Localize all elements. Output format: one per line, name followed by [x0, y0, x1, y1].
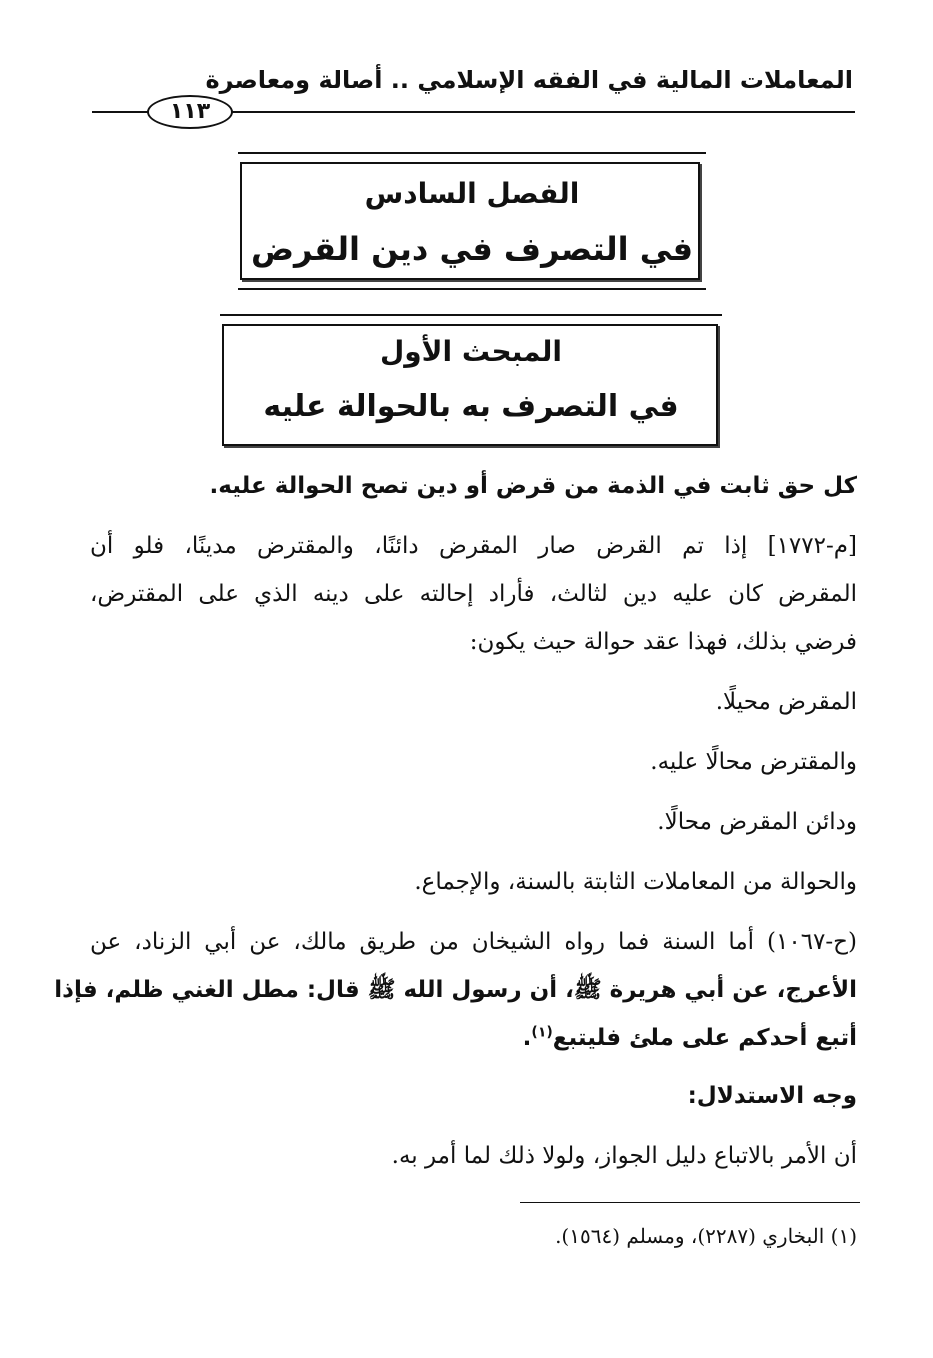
paragraph-line: والحوالة من المعاملات الثابتة بالسنة، والإجماع. — [414, 869, 857, 895]
page-number: ١١٣ — [147, 95, 233, 129]
section-heading-box — [220, 314, 722, 446]
paragraph-line: المقرض كان عليه دين لثالث، فأراد إحالته على دينه الذي على المقترض، — [90, 581, 857, 607]
sentence-end: . — [522, 1025, 532, 1051]
running-title: المعاملات المالية في الفقه الإسلامي .. أصالة ومعاصرة — [205, 66, 853, 94]
paragraph-line: [م-١٧٧٢] إذا تم القرض صار المقرض دائنًا، والمقترض مدينًا، فلو أن — [90, 533, 857, 559]
hadith-line-end — [523, 1022, 857, 1054]
section-title: المبحث الأول — [379, 335, 563, 368]
chapter-title: الفصل السادس — [364, 177, 580, 210]
list-item: ودائن المقرض محالًا. — [657, 809, 857, 835]
subheading: وجه الاستدلال: — [687, 1083, 857, 1109]
paragraph-line: أن الأمر بالاتباع دليل الجواز، ولولا ذلك لما أمر به. — [391, 1143, 857, 1169]
hadith-line: الأعرج، عن أبي هريرة ﷺ، أن رسول الله ﷺ قال: مطل الغني ظلم، فإذا — [54, 977, 857, 1003]
list-item: والمقترض محالًا عليه. — [650, 749, 857, 775]
hadith-text: أتبع أحدكم على ملئ فليتبع — [552, 1025, 857, 1051]
hadith-line: (ح-١٠٦٧) أما السنة فما رواه الشيخان من طريق مالك، عن أبي الزناد، عن — [90, 929, 857, 955]
footnote: (١) البخاري (٢٢٨٧)، ومسلم (١٥٦٤). — [555, 1224, 857, 1248]
footnote-separator — [520, 1202, 860, 1203]
paragraph-line: فرضي بذلك، فهذا عقد حوالة حيث يكون: — [469, 629, 857, 655]
list-item: المقرض محيلًا. — [715, 689, 857, 715]
chapter-heading-box — [238, 152, 706, 290]
chapter-subtitle: في التصرف في دين القرض — [250, 230, 694, 268]
rule-statement: كل حق ثابت في الذمة من قرض أو دين تصح الحوالة عليه. — [209, 473, 857, 499]
section-subtitle: في التصرف به بالحوالة عليه — [263, 389, 679, 424]
footnote-marker: (١) — [531, 1024, 553, 1041]
